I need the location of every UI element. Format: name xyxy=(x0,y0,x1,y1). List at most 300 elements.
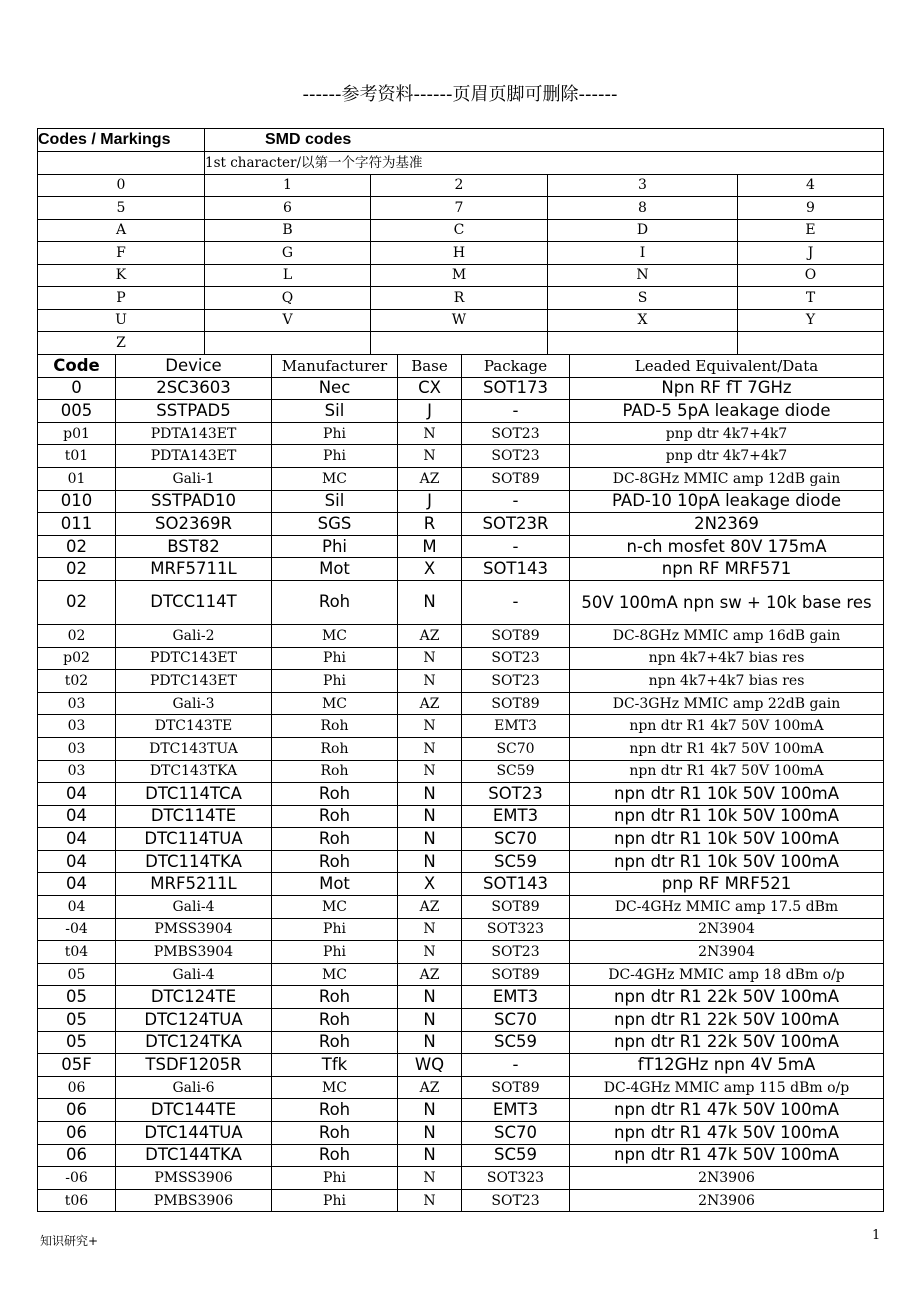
table-cell: npn 4k7+4k7 bias res xyxy=(570,647,884,670)
table-cell: Gali-2 xyxy=(116,624,272,647)
grid-cell: 8 xyxy=(548,197,738,220)
table-cell: SOT323 xyxy=(462,918,570,941)
table-cell: DTC114TKA xyxy=(116,850,272,873)
grid-cell: 1 xyxy=(205,174,371,197)
table-cell: DTC144TUA xyxy=(116,1122,272,1145)
table-cell: Phi xyxy=(272,941,398,964)
table-cell: npn dtr R1 4k7 50V 100mA xyxy=(570,760,884,783)
table-cell: 2N3904 xyxy=(570,941,884,964)
table-cell: Roh xyxy=(272,1122,398,1145)
table-cell: Roh xyxy=(272,850,398,873)
table-cell: N xyxy=(398,715,462,738)
table-cell: Phi xyxy=(272,535,398,558)
table-cell: npn dtr R1 10k 50V 100mA xyxy=(570,850,884,873)
table-cell: Nec xyxy=(272,377,398,400)
grid-cell: S xyxy=(548,287,738,310)
table-cell: DC-4GHz MMIC amp 115 dBm o/p xyxy=(570,1076,884,1099)
table-cell: 04 xyxy=(38,873,116,896)
table-cell: 04 xyxy=(38,828,116,851)
table-cell: N xyxy=(398,445,462,468)
table-cell: DC-8GHz MMIC amp 12dB gain xyxy=(570,467,884,490)
grid-cell: D xyxy=(548,219,738,242)
table-cell: 2SC3603 xyxy=(116,377,272,400)
table-cell: N xyxy=(398,737,462,760)
table-cell: SOT323 xyxy=(462,1167,570,1190)
table-cell: SC70 xyxy=(462,1009,570,1032)
grid-title-row xyxy=(38,129,884,152)
table-cell: N xyxy=(398,580,462,624)
grid-cell: L xyxy=(205,264,371,287)
grid-subtitle-row xyxy=(38,152,884,175)
table-cell: N xyxy=(398,1031,462,1054)
table-cell: SOT89 xyxy=(462,963,570,986)
table-cell: npn dtr R1 22k 50V 100mA xyxy=(570,1009,884,1032)
table-cell: 50V 100mA npn sw + 10k base res xyxy=(570,580,884,624)
table-row xyxy=(38,1144,884,1167)
table-cell: 03 xyxy=(38,760,116,783)
table-row xyxy=(38,647,884,670)
table-row xyxy=(38,535,884,558)
table-cell: 05 xyxy=(38,1009,116,1032)
grid-cell: A xyxy=(38,219,205,242)
grid-cell: O xyxy=(738,264,884,287)
table-cell: M xyxy=(398,535,462,558)
table-cell: -04 xyxy=(38,918,116,941)
table-cell: Roh xyxy=(272,760,398,783)
table-cell: N xyxy=(398,941,462,964)
page-number: 1 xyxy=(872,1228,881,1243)
table-cell: PAD-5 5pA leakage diode xyxy=(570,400,884,423)
table-cell: 03 xyxy=(38,715,116,738)
table-row xyxy=(38,580,884,624)
table-cell: DTC114TE xyxy=(116,805,272,828)
table-cell: 2N2369 xyxy=(570,513,884,536)
table-cell: 06 xyxy=(38,1122,116,1145)
grid-cell-empty xyxy=(38,152,205,175)
table-cell: npn dtr R1 22k 50V 100mA xyxy=(570,986,884,1009)
grid-cell: N xyxy=(548,264,738,287)
table-row xyxy=(38,624,884,647)
table-cell: DC-4GHz MMIC amp 18 dBm o/p xyxy=(570,963,884,986)
table-cell: 2N3904 xyxy=(570,918,884,941)
table-cell: DTC114TUA xyxy=(116,828,272,851)
footer-text: 知识研究+ xyxy=(40,1234,99,1248)
table-cell: PDTC143ET xyxy=(116,647,272,670)
table-row xyxy=(38,986,884,1009)
table-cell: AZ xyxy=(398,467,462,490)
table-cell: PMSS3906 xyxy=(116,1167,272,1190)
table-cell: DTC144TE xyxy=(116,1099,272,1122)
table-cell: SC70 xyxy=(462,1122,570,1145)
grid-cell: 2 xyxy=(371,174,548,197)
table-cell: 2N3906 xyxy=(570,1167,884,1190)
table-cell: 06 xyxy=(38,1144,116,1167)
table-cell: EMT3 xyxy=(462,986,570,1009)
table-cell: p01 xyxy=(38,422,116,445)
table-cell: 04 xyxy=(38,850,116,873)
table-cell: EMT3 xyxy=(462,805,570,828)
first-character-note: 1st character/以第一个字符为基准 xyxy=(205,152,884,175)
table-cell: 04 xyxy=(38,896,116,919)
table-cell: npn RF MRF571 xyxy=(570,558,884,581)
table-cell: AZ xyxy=(398,624,462,647)
grid-cell: Z xyxy=(38,332,205,355)
grid-cell: 5 xyxy=(38,197,205,220)
table-cell: Phi xyxy=(272,670,398,693)
grid-cell: C xyxy=(371,219,548,242)
grid-row xyxy=(38,264,884,287)
grid-cell: I xyxy=(548,242,738,265)
table-cell: 03 xyxy=(38,737,116,760)
table-cell: Roh xyxy=(272,1099,398,1122)
grid-cell: H xyxy=(371,242,548,265)
table-cell: Phi xyxy=(272,918,398,941)
table-row xyxy=(38,737,884,760)
table-cell: SOT89 xyxy=(462,896,570,919)
grid-row xyxy=(38,287,884,310)
table-cell: SOT89 xyxy=(462,624,570,647)
grid-cell: J xyxy=(738,242,884,265)
table-cell: SC59 xyxy=(462,760,570,783)
table-row xyxy=(38,1009,884,1032)
grid-cell: 3 xyxy=(548,174,738,197)
table-cell: PMBS3904 xyxy=(116,941,272,964)
table-cell: Sil xyxy=(272,490,398,513)
grid-row xyxy=(38,219,884,242)
table-cell: npn 4k7+4k7 bias res xyxy=(570,670,884,693)
table-row xyxy=(38,692,884,715)
table-cell: Roh xyxy=(272,715,398,738)
page-header xyxy=(0,80,920,106)
table-cell: 2N3906 xyxy=(570,1189,884,1212)
grid-cell: V xyxy=(205,309,371,332)
table-cell: fT12GHz npn 4V 5mA xyxy=(570,1054,884,1077)
table-row xyxy=(38,445,884,468)
grid-cell xyxy=(205,332,371,355)
table-row xyxy=(38,805,884,828)
table-cell: 0 xyxy=(38,377,116,400)
table-cell: 05F xyxy=(38,1054,116,1077)
table-cell: J xyxy=(398,400,462,423)
table-row xyxy=(38,422,884,445)
table-cell: DTCC114T xyxy=(116,580,272,624)
table-cell: pnp dtr 4k7+4k7 xyxy=(570,445,884,468)
table-row xyxy=(38,377,884,400)
table-cell: N xyxy=(398,1144,462,1167)
table-cell: 03 xyxy=(38,692,116,715)
column-header: Device xyxy=(116,355,272,378)
table-row xyxy=(38,1054,884,1077)
table-row xyxy=(38,1076,884,1099)
table-cell: t01 xyxy=(38,445,116,468)
table-cell: Tfk xyxy=(272,1054,398,1077)
table-cell: MC xyxy=(272,896,398,919)
table-cell: 06 xyxy=(38,1099,116,1122)
grid-row xyxy=(38,174,884,197)
table-cell: PDTA143ET xyxy=(116,422,272,445)
table-cell: Phi xyxy=(272,647,398,670)
table-cell: npn dtr R1 10k 50V 100mA xyxy=(570,805,884,828)
grid-cell: M xyxy=(371,264,548,287)
table-cell: MC xyxy=(272,1076,398,1099)
grid-row xyxy=(38,242,884,265)
table-cell: SC59 xyxy=(462,1031,570,1054)
table-cell: Roh xyxy=(272,828,398,851)
table-cell: Roh xyxy=(272,1009,398,1032)
table-cell: MRF5711L xyxy=(116,558,272,581)
table-row xyxy=(38,918,884,941)
table-row xyxy=(38,467,884,490)
table-cell: X xyxy=(398,558,462,581)
table-cell: npn dtr R1 10k 50V 100mA xyxy=(570,828,884,851)
table-row xyxy=(38,490,884,513)
table-row xyxy=(38,1167,884,1190)
table-cell: N xyxy=(398,828,462,851)
grid-cell: F xyxy=(38,242,205,265)
table-row xyxy=(38,896,884,919)
table-cell: N xyxy=(398,1189,462,1212)
table-cell: SOT23 xyxy=(462,647,570,670)
table-cell: N xyxy=(398,805,462,828)
table-cell: npn dtr R1 4k7 50V 100mA xyxy=(570,737,884,760)
table-cell: SOT89 xyxy=(462,1076,570,1099)
table-cell: - xyxy=(462,490,570,513)
table-row xyxy=(38,783,884,806)
table-cell: 05 xyxy=(38,963,116,986)
table-cell: MC xyxy=(272,467,398,490)
table-cell: CX xyxy=(398,377,462,400)
grid-cell: 4 xyxy=(738,174,884,197)
table-cell: Roh xyxy=(272,805,398,828)
smd-codes-title: SMD codes xyxy=(205,129,884,152)
table-cell: TSDF1205R xyxy=(116,1054,272,1077)
grid-row xyxy=(38,309,884,332)
table-cell: 04 xyxy=(38,805,116,828)
table-cell: N xyxy=(398,422,462,445)
table-row xyxy=(38,963,884,986)
table-cell: -06 xyxy=(38,1167,116,1190)
grid-cell: 6 xyxy=(205,197,371,220)
grid-cell: E xyxy=(738,219,884,242)
table-row xyxy=(38,850,884,873)
table-cell: SOT143 xyxy=(462,873,570,896)
table-cell: pnp dtr 4k7+4k7 xyxy=(570,422,884,445)
table-cell: - xyxy=(462,400,570,423)
table-cell: J xyxy=(398,490,462,513)
grid-cell: B xyxy=(205,219,371,242)
table-cell: npn dtr R1 47k 50V 100mA xyxy=(570,1144,884,1167)
table-cell: DC-8GHz MMIC amp 16dB gain xyxy=(570,624,884,647)
table-cell: SOT143 xyxy=(462,558,570,581)
table-cell: PDTC143ET xyxy=(116,670,272,693)
table-cell: SOT23R xyxy=(462,513,570,536)
grid-cell: W xyxy=(371,309,548,332)
column-header: Base xyxy=(398,355,462,378)
table-cell: t02 xyxy=(38,670,116,693)
column-header: Leaded Equivalent/Data xyxy=(570,355,884,378)
table-cell: SOT89 xyxy=(462,692,570,715)
table-cell: DTC124TKA xyxy=(116,1031,272,1054)
table-row xyxy=(38,1189,884,1212)
table-cell: Mot xyxy=(272,873,398,896)
table-cell: 010 xyxy=(38,490,116,513)
table-cell: SO2369R xyxy=(116,513,272,536)
table-cell: N xyxy=(398,1122,462,1145)
table-cell: EMT3 xyxy=(462,1099,570,1122)
table-cell: N xyxy=(398,670,462,693)
table-cell: DC-3GHz MMIC amp 22dB gain xyxy=(570,692,884,715)
table-cell: t06 xyxy=(38,1189,116,1212)
table-row xyxy=(38,941,884,964)
table-cell: npn dtr R1 47k 50V 100mA xyxy=(570,1099,884,1122)
table-cell: DTC143TE xyxy=(116,715,272,738)
table-cell: DTC114TCA xyxy=(116,783,272,806)
table-cell: 02 xyxy=(38,558,116,581)
table-cell: Roh xyxy=(272,783,398,806)
table-cell: Gali-3 xyxy=(116,692,272,715)
grid-cell: 0 xyxy=(38,174,205,197)
header-text: ------参考资料------页眉页脚可删除------ xyxy=(302,84,618,105)
table-cell: 02 xyxy=(38,580,116,624)
table-cell: - xyxy=(462,580,570,624)
table-cell: N xyxy=(398,783,462,806)
table-cell: SOT89 xyxy=(462,467,570,490)
table-cell: SOT23 xyxy=(462,670,570,693)
table-row xyxy=(38,715,884,738)
table-cell: Npn RF fT 7GHz xyxy=(570,377,884,400)
table-cell: 01 xyxy=(38,467,116,490)
grid-cell: 9 xyxy=(738,197,884,220)
table-cell: WQ xyxy=(398,1054,462,1077)
table-cell: MC xyxy=(272,624,398,647)
grid-cell: Q xyxy=(205,287,371,310)
table-cell: Roh xyxy=(272,1031,398,1054)
table-cell: SGS xyxy=(272,513,398,536)
table-cell: N xyxy=(398,1099,462,1122)
table-cell: Phi xyxy=(272,1167,398,1190)
table-cell: Phi xyxy=(272,1189,398,1212)
grid-cell: 7 xyxy=(371,197,548,220)
table-cell: DTC124TUA xyxy=(116,1009,272,1032)
table-cell: - xyxy=(462,1054,570,1077)
table-cell: BST82 xyxy=(116,535,272,558)
column-header: Package xyxy=(462,355,570,378)
table-cell: X xyxy=(398,873,462,896)
table-cell: SOT23 xyxy=(462,1189,570,1212)
grid-cell: U xyxy=(38,309,205,332)
table-cell: EMT3 xyxy=(462,715,570,738)
codes-markings-title: Codes / Markings xyxy=(38,129,205,152)
table-cell: Roh xyxy=(272,737,398,760)
table-cell: Gali-6 xyxy=(116,1076,272,1099)
grid-row xyxy=(38,332,884,355)
table-cell: PMSS3904 xyxy=(116,918,272,941)
table-cell: N xyxy=(398,986,462,1009)
table-cell: Sil xyxy=(272,400,398,423)
table-cell: SOT23 xyxy=(462,422,570,445)
table-cell: Roh xyxy=(272,986,398,1009)
grid-row xyxy=(38,197,884,220)
table-cell: 011 xyxy=(38,513,116,536)
table-row xyxy=(38,1099,884,1122)
table-cell: N xyxy=(398,1009,462,1032)
table-cell: npn dtr R1 47k 50V 100mA xyxy=(570,1122,884,1145)
table-cell: MRF5211L xyxy=(116,873,272,896)
table-cell: PDTA143ET xyxy=(116,445,272,468)
device-table xyxy=(37,354,884,1212)
table-cell: SC70 xyxy=(462,737,570,760)
grid-cell xyxy=(738,332,884,355)
table-cell: t04 xyxy=(38,941,116,964)
table-cell: npn dtr R1 4k7 50V 100mA xyxy=(570,715,884,738)
grid-cell: Y xyxy=(738,309,884,332)
table-cell: N xyxy=(398,850,462,873)
table-cell: N xyxy=(398,647,462,670)
table-cell: DC-4GHz MMIC amp 17.5 dBm xyxy=(570,896,884,919)
table-cell: npn dtr R1 22k 50V 100mA xyxy=(570,1031,884,1054)
table-cell: R xyxy=(398,513,462,536)
table-row xyxy=(38,670,884,693)
table-cell: npn dtr R1 10k 50V 100mA xyxy=(570,783,884,806)
table-cell: DTC143TKA xyxy=(116,760,272,783)
table-cell: 05 xyxy=(38,986,116,1009)
table-row xyxy=(38,1122,884,1145)
table-row xyxy=(38,558,884,581)
table-cell: - xyxy=(462,535,570,558)
table-row xyxy=(38,760,884,783)
table-cell: 02 xyxy=(38,624,116,647)
table-cell: SOT23 xyxy=(462,445,570,468)
grid-cell xyxy=(371,332,548,355)
grid-cell: K xyxy=(38,264,205,287)
column-header: Code xyxy=(38,355,116,378)
table-cell: PAD-10 10pA leakage diode xyxy=(570,490,884,513)
table-cell: p02 xyxy=(38,647,116,670)
table-cell: MC xyxy=(272,692,398,715)
table-cell: 005 xyxy=(38,400,116,423)
table-cell: AZ xyxy=(398,896,462,919)
table-cell: DTC124TE xyxy=(116,986,272,1009)
table-cell: Phi xyxy=(272,422,398,445)
table-cell: 02 xyxy=(38,535,116,558)
table-cell: 05 xyxy=(38,1031,116,1054)
table-cell: Phi xyxy=(272,445,398,468)
grid-cell: G xyxy=(205,242,371,265)
table-cell: n-ch mosfet 80V 175mA xyxy=(570,535,884,558)
table-cell: 06 xyxy=(38,1076,116,1099)
table-cell: Gali-4 xyxy=(116,896,272,919)
grid-cell xyxy=(548,332,738,355)
table-cell: SOT173 xyxy=(462,377,570,400)
table-cell: DTC143TUA xyxy=(116,737,272,760)
table-cell: Gali-1 xyxy=(116,467,272,490)
table-cell: MC xyxy=(272,963,398,986)
table-cell: SOT23 xyxy=(462,783,570,806)
table-cell: N xyxy=(398,1167,462,1190)
table-cell: SC59 xyxy=(462,1144,570,1167)
table-cell: AZ xyxy=(398,692,462,715)
table-cell: pnp RF MRF521 xyxy=(570,873,884,896)
table-row xyxy=(38,513,884,536)
grid-cell: R xyxy=(371,287,548,310)
table-cell: N xyxy=(398,760,462,783)
table-cell: AZ xyxy=(398,1076,462,1099)
table-cell: SC59 xyxy=(462,850,570,873)
table-cell: Roh xyxy=(272,1144,398,1167)
table-cell: SC70 xyxy=(462,828,570,851)
table-cell: 04 xyxy=(38,783,116,806)
table-cell: AZ xyxy=(398,963,462,986)
